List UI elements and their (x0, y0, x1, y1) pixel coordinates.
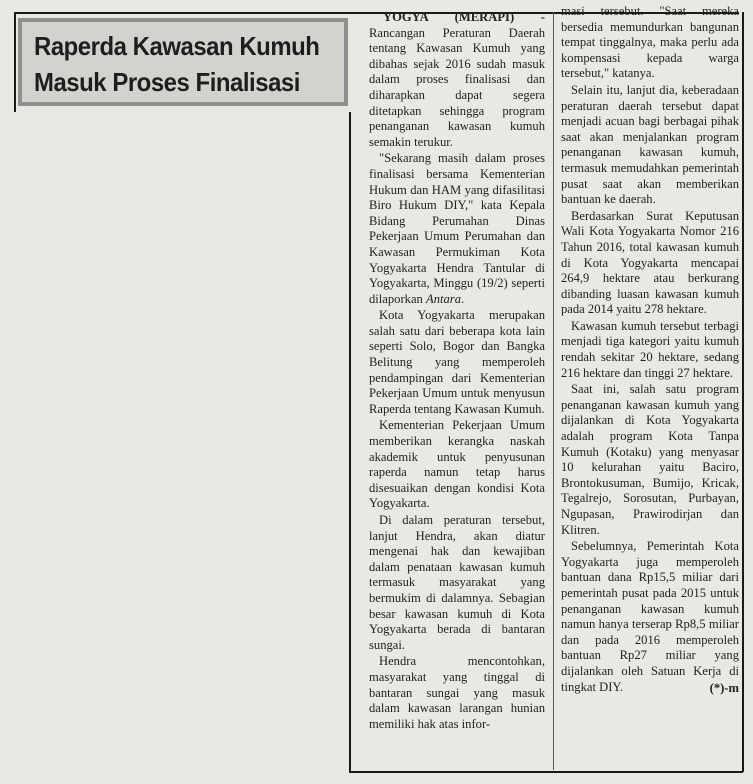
paragraph: Kota Yogyakarta merupakan salah satu dari beberapa kota lain seperti Solo, Bogor dan Bangka Belitung yang memperoleh pendampingan dari Kementerian Pekerjaan Umum untuk menyusun Raperda tentang Kawasan Kumuh. (369, 308, 545, 416)
article-column-1 (369, 10, 545, 733)
column-divider (553, 12, 554, 770)
dateline: YOGYA (MERAPI) - (383, 10, 545, 24)
paragraph: Saat ini, salah satu program penanganan kawasan kumuh yang dijalankan di Kota Yogyakarta adalah program Kota Tanpa Kumuh (Kotaku) yang menyasar 10 kelurahan yaitu Baciro, Brontokusuman, Bumijo, Kricak, Tegalrejo, Sorosutan, Purbayan, Ngupasan, Prawirodirjan dan Klitren. (561, 382, 739, 537)
article-column-2 (561, 4, 739, 697)
paragraph: Kementerian Pekerjaan Umum memberikan kerangka naskah akademik untuk penyusunan raperda namun tetap harus disesuaikan dengan kondisi Kota Yogyakarta. (369, 418, 545, 511)
frame-left-rule (14, 12, 16, 112)
signature: (*)-m (709, 681, 739, 696)
headline-box (18, 18, 348, 106)
paragraph: Hendra mencontohkan, masyarakat yang tinggal di bantaran sungai yang masuk dalam kawasan larangan hunian memiliki hak atas infor- (369, 654, 545, 731)
paragraph: Kawasan kumuh tersebut terbagi menjadi tiga kategori yaitu kumuh rendah sekitar 20 hektare, sedang 216 hektare dan tinggi 27 hektare. (561, 318, 739, 380)
headline-line-1: Raperda Kawasan Kumuh (34, 31, 320, 61)
paragraph: Di dalam peraturan tersebut, lanjut Hendra, akan diatur mengenai hak dan kewajiban dalam penataan kawasan kumuh termasuk masyarakat yang bermukim di dalamnya. Sebagian besar kawasan kumuh di Kota Yogyakarta berada di bantaran sungai. (369, 513, 545, 652)
source-name: Antara (426, 291, 461, 306)
paragraph: masi tersebut. "Saat mereka bersedia memundurkan bangunan tempat tinggalnya, maka perlu ada kompensasi kepada warga tersebut," katanya. (561, 4, 739, 81)
paragraph: YOGYA (MERAPI) - Rancangan Peraturan Daerah tentang Kawasan Kumuh yang dibahas sejak 2016 sudah masuk dalam proses finalisasi dan diharapkan dapat segera ditetapkan sehingga program penanganan kawasan kumuh semakin terukur. (369, 10, 545, 149)
headline (34, 28, 320, 100)
headline-line-2: Masuk Proses Finalisasi (34, 67, 300, 97)
frame-right-rule (742, 12, 744, 772)
paragraph: "Sekarang masih dalam proses finalisasi bersama Kementerian Hukum dan HAM yang difasilitasi Biro Hukum DIY," kata Kepala Bidang Perumahan Dinas Pekerjaan Umum Perumahan dan Kawasan Permukiman Kota Yogyakarta Hendra Tantular di Yogyakarta, Minggu (19/2) seperti dilaporkan Antara. (369, 151, 545, 306)
paragraph: Selain itu, lanjut dia, keberadaan peraturan daerah tersebut dapat menjadi acuan bagi berbagai pihak saat akan menjalankan program penanganan kawasan kumuh, termasuk memudahkan pemerintah pusat saat akan memberikan bantuan ke daerah. (561, 82, 739, 207)
frame-bottom-rule (349, 771, 743, 773)
frame-mid-rule (349, 112, 351, 772)
paragraph: Berdasarkan Surat Keputusan Wali Kota Yogyakarta Nomor 216 Tahun 2016, total kawasan kumuh di Kota Yogyakarta mencapai 264,9 hektare atau berkurang dibanding luasan kawasan kumuh pada 2014 yaitu 278 hektare. (561, 208, 739, 317)
paragraph: Sebelumnya, Pemerintah Kota Yogyakarta juga memperoleh bantuan dana Rp15,5 miliar dari pemerintah pusat pada 2015 untuk penanganan kawasan kumuh namun hanya terserap Rp8,5 miliar dan pada 2016 memperoleh bantuan Rp27 miliar yang dijalankan oleh Satuan Kerja di tingkat DIY. (561, 539, 739, 694)
